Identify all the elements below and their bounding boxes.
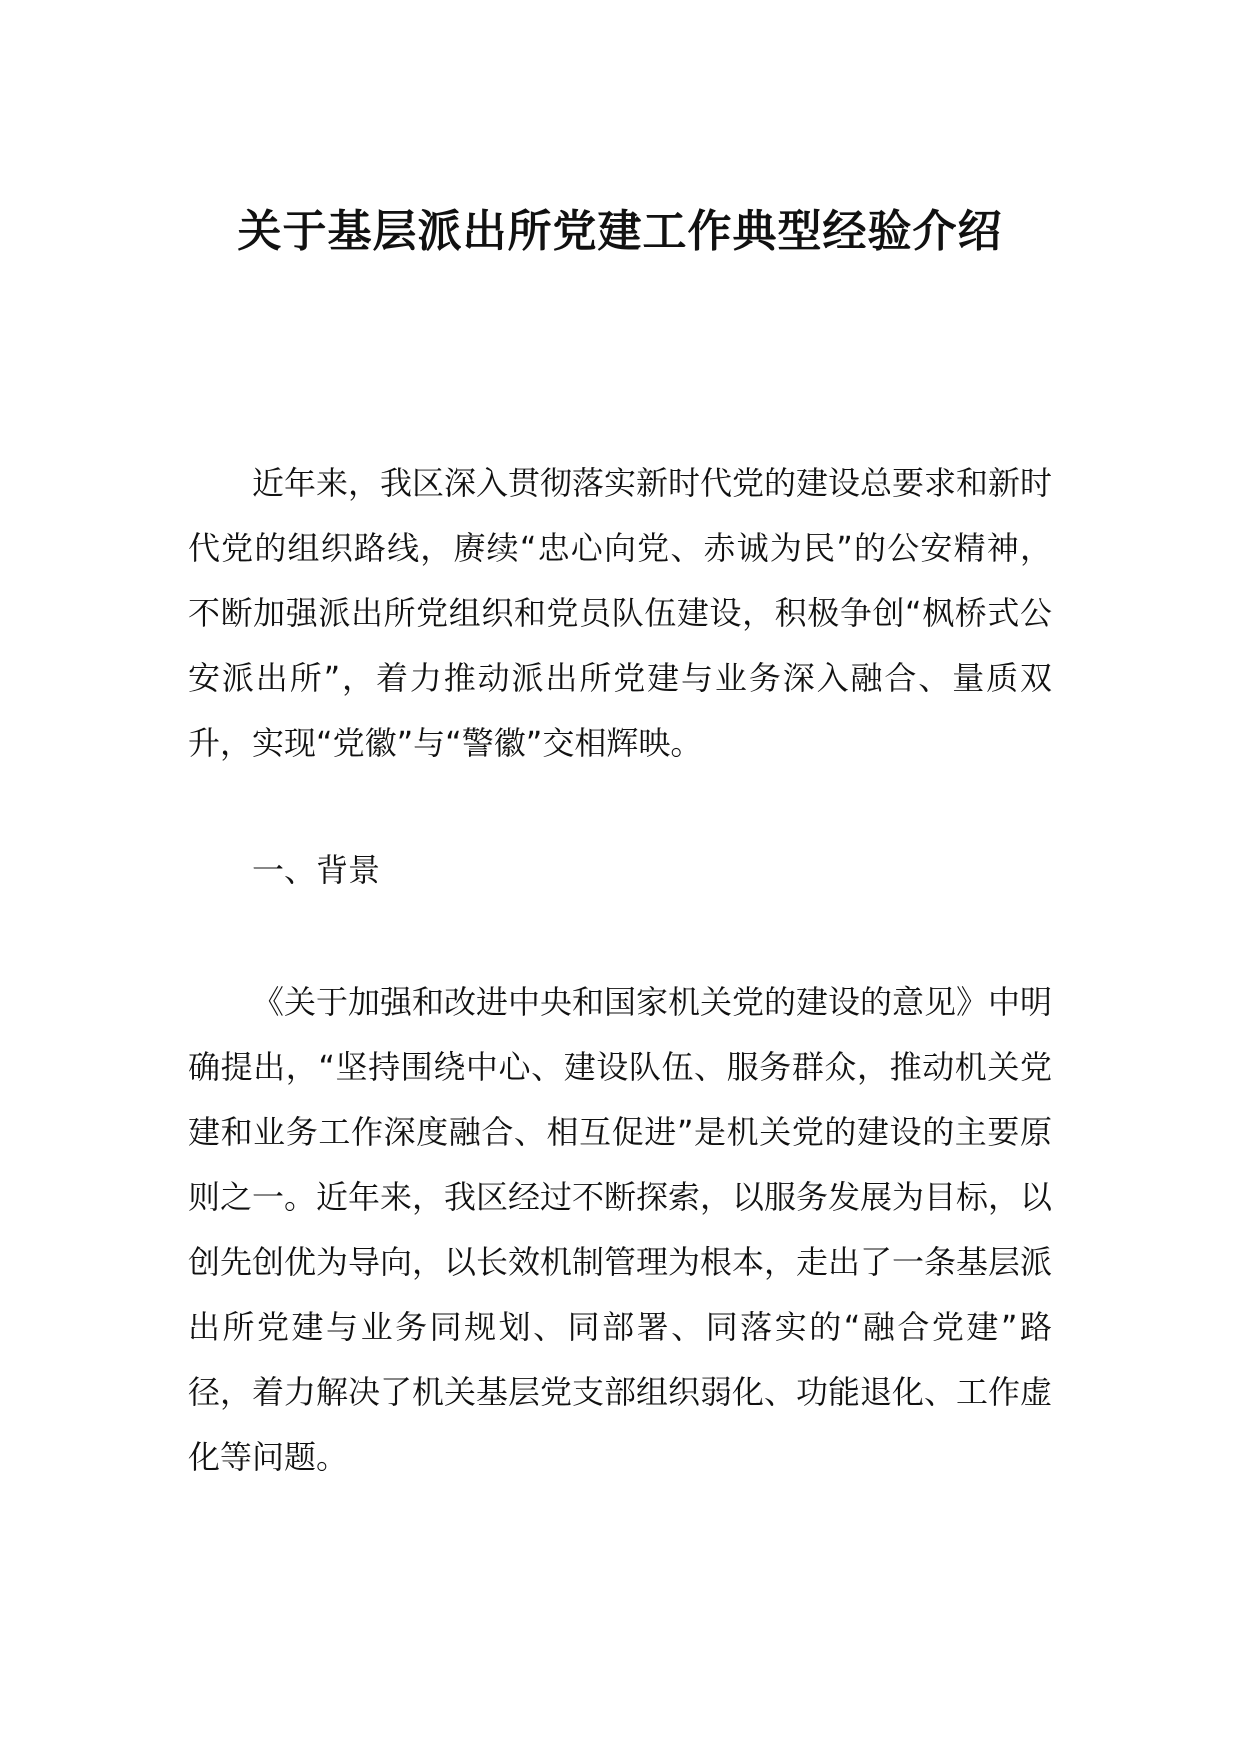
intro-paragraph: 近年来，我区深入贯彻落实新时代党的建设总要求和新时代党的组织路线，赓续“忠心向党、赤诚为民”的公安精神，不断加强派出所党组织和党员队伍建设，积极争创“枫桥式公安派出所”，着力推动派出所党建与业务深入融合、量质双升，实现“党徽”与“警徽”交相辉映。	[188, 464, 1053, 762]
background-paragraph: 《关于加强和改进中央和国家机关党的建设的意见》中明确提出，“坚持围绕中心、建设队伍、服务群众，推动机关党建和业务工作深度融合、相互促进”是机关党的建设的主要原则之一。近年来，我区经过不断探索，以服务发展为目标，以创先创优为导向，以长效机制管理为根本，走出了一条基层派出所党建与业务同规划、同部署、同落实的“融合党建”路径，着力解决了机关基层党支部组织弱化、功能退化、工作虚化等问题。	[188, 983, 1053, 1476]
document-title: 关于基层派出所党建工作典型经验介绍	[237, 206, 1003, 257]
section-heading-background: 一、背景	[252, 851, 381, 889]
